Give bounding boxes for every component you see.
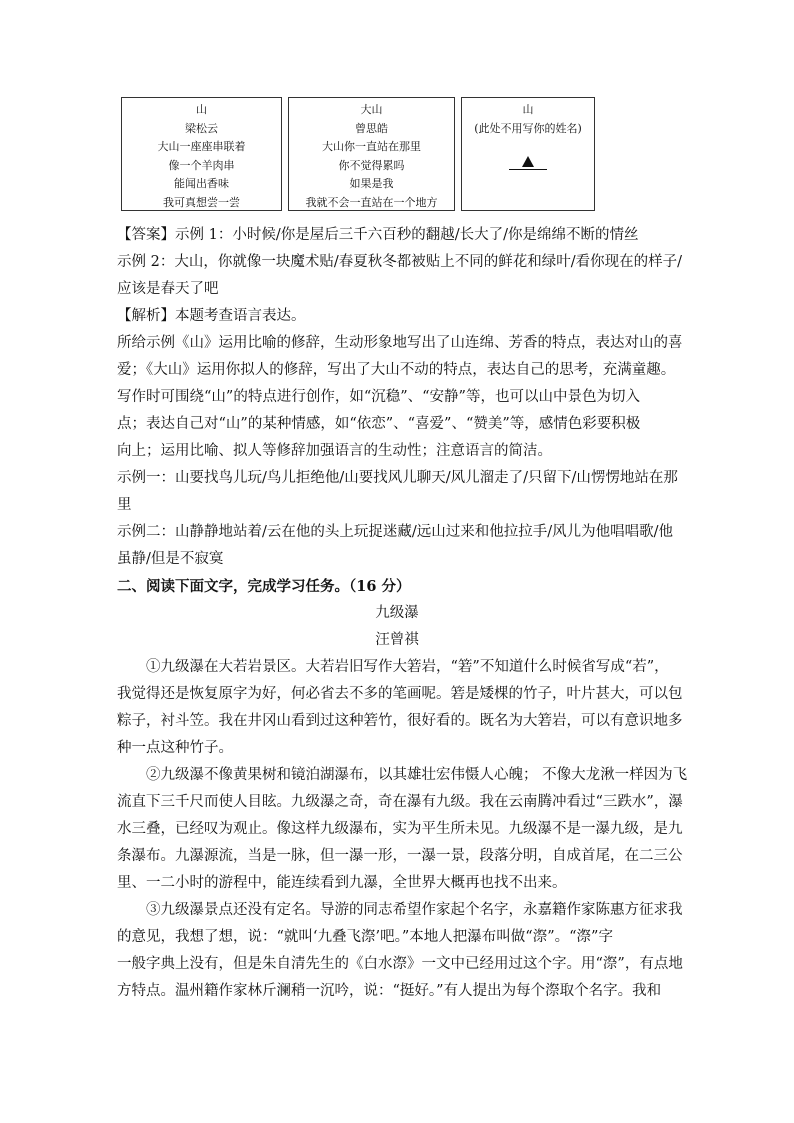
- section-heading: 二、阅读下面文字，完成学习任务。（16 分）: [117, 578, 411, 595]
- answer-text: 应该是春天了吧: [117, 281, 219, 297]
- analysis-text: 向上；运用比喻、拟人等修辞加强语言的生动性；注意语言的简洁。: [117, 443, 552, 459]
- poem-box-1: [121, 97, 282, 211]
- poem-examples: [121, 97, 595, 213]
- poem-line: 曾思皓: [355, 121, 388, 135]
- paragraph-line: 条瀑布。九瀑源流，当是一脉，但一瀑一形，一瀑一景，段落分明，自成首尾，在二三公: [117, 848, 683, 864]
- poem-line: 如果是我: [349, 177, 394, 191]
- paragraph-line: ③九级瀑景点还没有定名。导游的同志希望作家起个名字，永嘉籍作家陈惠方征求我: [146, 902, 683, 918]
- article-title: 九级瀑: [375, 605, 419, 621]
- underline: [509, 169, 547, 170]
- article-author: 汪曾祺: [375, 632, 419, 648]
- document-body: [117, 222, 688, 1005]
- paragraph-line: 里、一二小时的游程中，能连续看到九瀑，全世界大概再也找不出来。: [117, 875, 567, 891]
- paragraph-line: 粽子，衬斗笠。我在井冈山看到过这种箬竹，很好看的。既名为大箬岩，可以有意识地多: [117, 713, 683, 729]
- poem-line: 你不觉得累吗: [338, 158, 405, 172]
- answer-text: 示例 2：大山，你就像一块魔术贴/春夏秋冬都被贴上不同的鲜花和绿叶/看你现在的样子/: [117, 254, 682, 270]
- analysis-heading: 【解析】本题考查语言表达。: [117, 308, 306, 324]
- poem-line: 像一个羊肉串: [168, 158, 235, 172]
- analysis-text: 所给示例《山》运用比喻的修辞，生动形象地写出了山连绵、芳香的特点，表达对山的喜: [117, 335, 683, 351]
- paragraph-line: 我觉得还是恢复原字为好，何必省去不多的笔画呢。箬是矮棵的竹子，叶片甚大，可以包: [117, 686, 683, 702]
- poem-line: 山: [522, 103, 534, 116]
- poem-line: 我就不会一直站在一个地方: [305, 195, 438, 209]
- poem-line: 山: [196, 103, 207, 116]
- analysis-text: 点；表达自己对“山”的某种情感，如“依恋”、“喜爱”、“赞美”等，感情色彩要积极: [117, 416, 641, 432]
- poem-box-2: [288, 97, 455, 211]
- analysis-text: 爱；《大山》运用你拟人的修辞，写出了大山不动的特点，表达自己的思考，充满童趣。: [117, 362, 676, 378]
- answer-text: 【答案】示例 1：小时候/你是屋后三千六百秒的翻越/长大了/你是绵绵不断的情丝: [117, 227, 639, 243]
- paragraph-line: 的意见，我想了想，说：“就叫‘九叠飞漈’吧。”本地人把瀑布叫做“漈”。“漈”字: [117, 929, 613, 945]
- poem-line: 我可真想尝一尝: [163, 195, 240, 209]
- poem-line: 大山一座座串联着: [157, 140, 246, 154]
- blank-line: [509, 156, 547, 170]
- paragraph-line: 方特点。温州籍作家林斤澜稍一沉吟，说：“挺好。”有人提出为每个漈取个名字。我和: [117, 983, 662, 999]
- poem-line: (此处不用写你的姓名): [474, 121, 582, 135]
- poem-line: 能闻出香味: [174, 177, 229, 191]
- poem-line: 大山: [360, 103, 383, 116]
- paragraph-line: ②九级瀑不像黄果树和镜泊湖瀑布，以其雄壮宏伟慑人心魄； 不像大龙湫一样因为飞: [146, 767, 688, 783]
- example-text: 虽静/但是不寂寞: [117, 551, 224, 567]
- paragraph-line: 一般字典上没有，但是朱自清先生的《白水漈》一文中已经用过这个字。用“漈”，有点地: [117, 956, 683, 972]
- paragraph-line: 流直下三千尺而使人目眩。九级瀑之奇，奇在瀑有九级。我在云南腾冲看过“三跌水”，瀑: [117, 794, 683, 810]
- poem-box-3: [461, 97, 595, 211]
- paragraph-line: 水三叠，已经叹为观止。像这样九级瀑布，实为平生所未见。九级瀑不是一瀑九级，是九: [117, 821, 683, 837]
- example-text: 示例二：山静静地站着/云在他的头上玩捉迷藏/远山过来和他拉拉手/风儿为他唱唱歌/他: [117, 524, 674, 540]
- poem-line: 大山你一直站在那里: [322, 140, 421, 154]
- triangle-icon: [522, 156, 534, 167]
- example-text: 里: [117, 497, 132, 513]
- paragraph-line: ①九级瀑在大若岩景区。大若岩旧写作大箬岩，“箬”不知道什么时候省写成“若”，: [146, 659, 669, 675]
- paragraph-line: 种一点这种竹子。: [117, 740, 233, 756]
- example-text: 示例一：山要找鸟儿玩/鸟儿拒绝他/山要找风儿聊天/风儿溜走了/只留下/山愣愣地站在那: [117, 470, 678, 486]
- analysis-text: 写作时可围绕“山”的特点进行创作，如“沉稳”、“安静”等，也可以山中景色为切入: [117, 389, 640, 405]
- poem-line: 梁松云: [185, 121, 218, 135]
